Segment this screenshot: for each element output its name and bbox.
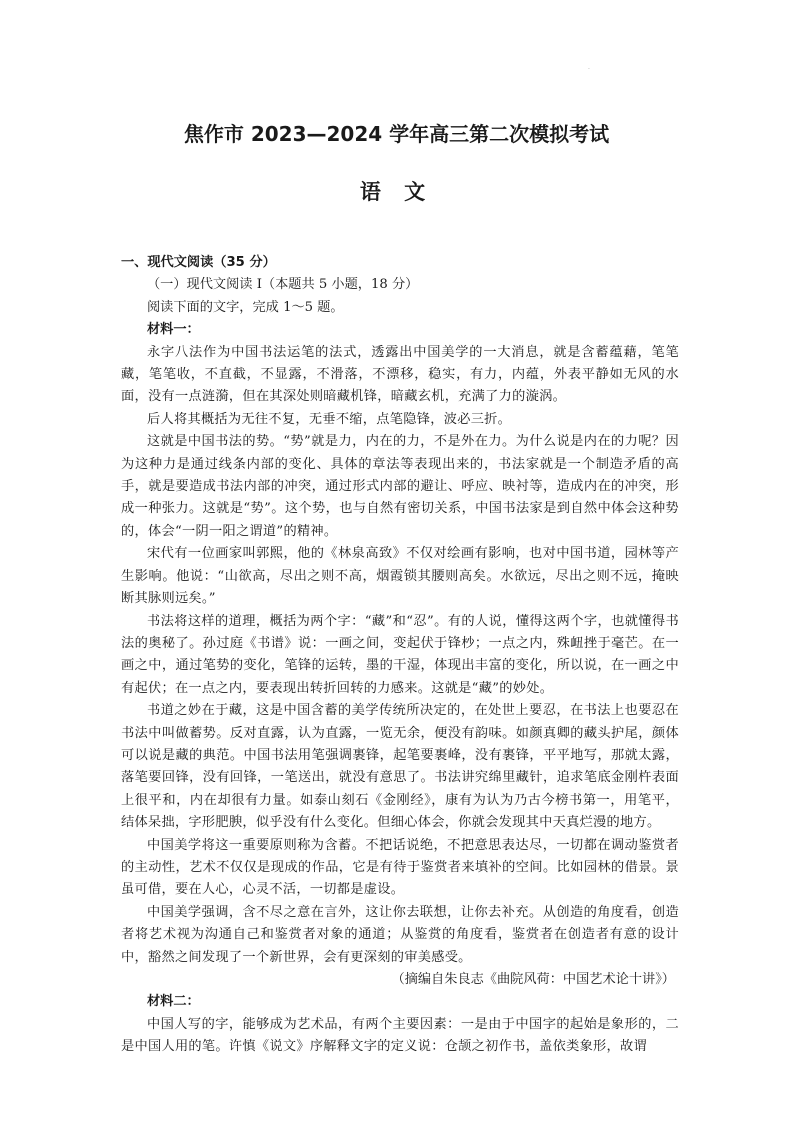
material-two-label: 材料二： — [147, 994, 200, 1010]
subject-title: 语 文 — [359, 180, 434, 204]
corner-mark: · — [588, 66, 590, 73]
exam-content — [121, 252, 679, 1059]
sub-section-heading: （一）现代文阅读 I（本题共 5 小题，18 分） — [147, 277, 419, 293]
material-one-paragraph: 中国美学强调，含不尽之意在言外，这让你去联想，让你去补充。从创造的角度看，创造者将艺术视为沟通自己和鉴赏者对象的通道；从鉴赏的角度看，鉴赏者在创造者有意的设计中，豁然之间发现了一个新世界，会有更深刻的审美感受。 — [121, 904, 679, 965]
material-one-paragraph: 书道之妙在于藏，这是中国含蓄的美学传统所决定的，在处世上要忍，在书法上也要忍在书法中叫做蓄势。反对直露，认为直露，一览无余，便没有韵味。如颜真卿的藏头护尾，颜体可以说是藏的典范。中国书法用笔强调裹锋，起笔要裹峰，没有裹锋，平平地写，那就太露，落笔要回锋，没有回锋，一笔送出，就没有意思了。书法讲究绵里藏针，追求笔底金刚杵表面上很平和，内在却很有力量。如泰山刻石《金刚经》，康有为认为乃古今榜书第一，用笔平，结体呆拙，字形肥腴，似乎没有什么变化。但细心体会，你就会发现其中天真烂漫的地方。 — [121, 703, 679, 831]
material-one-label: 材料一： — [147, 322, 200, 338]
material-one-paragraph: 这就是中国书法的势。“势”就是力，内在的力，不是外在力。为什么说是内在的力呢？因为这种力是通过线条内部的变化、具体的章法等表现出来的，书法家就是一个制造矛盾的高手，就是要造成书法内部的冲突，通过形式内部的避让、呼应、映衬等，造成内在的冲突，形成一种张力。这就是“势”。这个势，也与自然有密切关系，中国书法家是到自然中体会这种势的，体会“一阴一阳之谓道”的精神。 — [121, 434, 679, 539]
material-one-source: （摘编自朱良志《曲院风荷：中国艺术论十讲》） — [391, 972, 675, 987]
material-one-paragraph: 后人将其概括为无往不复，无垂不缩，点笔隐锋，波必三折。 — [147, 411, 512, 427]
exam-title: 焦作市 2023—2024 学年高三第二次模拟考试 — [183, 122, 610, 146]
material-two-paragraph: 中国人写的字，能够成为艺术品，有两个主要因素：一是由于中国字的起始是象形的，二是中国人用的笔。许慎《说文》序解释文字的定义说：仓颉之初作书，盖依类象形，故谓 — [121, 1016, 679, 1055]
material-one-paragraph: 永字八法作为中国书法运笔的法式，透露出中国美学的一大消息，就是含蓄蕴藉，笔笔藏，笔笔收，不直截，不显露，不滑落，不漂移，稳实，有力，内蕴，外表平静如无风的水面，没有一点涟漪，但在其深处则暗藏机锋，暗藏玄机，充满了力的漩涡。 — [121, 344, 679, 405]
material-one-paragraph: 书法将这样的道理，概括为两个字：“藏”和“忍”。有的人说，懂得这两个字，也就懂得书法的奥秘了。孙过庭《书谱》说：一画之间，变起伏于锋杪；一点之内，殊衄挫于毫芒。在一画之中，通过笔势的变化，笔锋的运转，墨的干湿，体现出丰富的变化，所以说，在一画之中有起伏；在一点之内，要表现出转折回转的力感来。这就是“藏”的妙处。 — [121, 613, 679, 696]
reading-instruction: 阅读下面的文字，完成 1～5 题。 — [147, 299, 344, 315]
section-heading: 一、现代文阅读（35 分） — [121, 255, 276, 270]
material-one-paragraph: 中国美学将这一重要原则称为含蓄。不把话说绝，不把意思表达尽，一切都在调动鉴赏者的主动性，艺术不仅仅是现成的作品，它是有待于鉴赏者来填补的空间。比如园林的借景。景虽可借，要在人心，心灵不活，一切都是虚设。 — [121, 837, 679, 898]
material-one-paragraph: 宋代有一位画家叫郭熙，他的《林泉高致》不仅对绘画有影响，也对中国书道，园林等产生影响。他说：“山欲高，尽出之则不高，烟霞锁其腰则高矣。水欲远，尽出之则不远，掩映断其脉则远矣。” — [121, 546, 679, 607]
